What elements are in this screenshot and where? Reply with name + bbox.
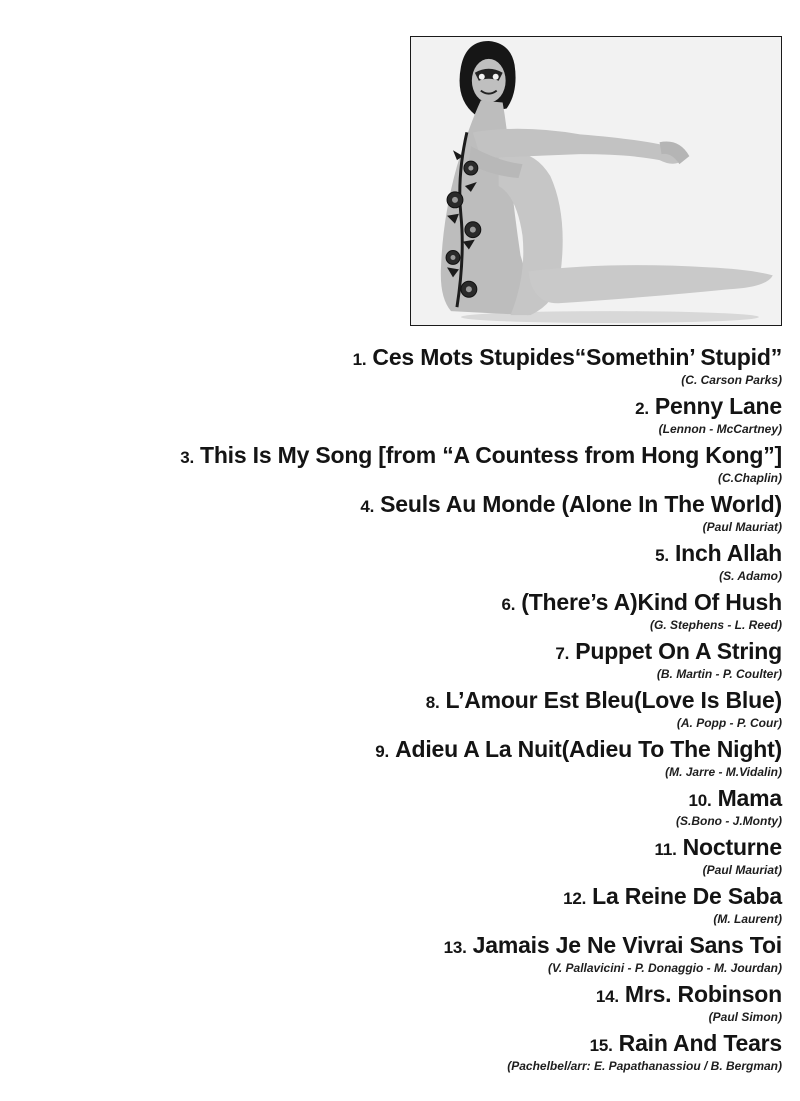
track-number: 10.	[688, 791, 712, 810]
track-number: 5.	[655, 546, 669, 565]
track-number: 9.	[375, 742, 390, 761]
track-credit: (Paul Simon)	[708, 1010, 782, 1024]
track-number: 8.	[425, 693, 440, 712]
track-title-line	[0, 687, 782, 716]
track-title-line	[0, 1030, 782, 1059]
track-title-line	[0, 589, 782, 618]
track-list	[0, 340, 782, 1075]
track-title-line	[0, 491, 782, 520]
track-credit: (C. Carson Parks)	[681, 373, 782, 387]
track-number: 3.	[180, 448, 194, 467]
track-item	[0, 1026, 782, 1075]
track-item	[0, 928, 782, 977]
track-credit: (B. Martin - P. Coulter)	[656, 667, 782, 681]
track-credit: (S. Adamo)	[719, 569, 782, 583]
track-item	[0, 487, 782, 536]
track-title-line	[0, 883, 782, 912]
track-title: Penny Lane	[654, 393, 782, 419]
track-item	[0, 683, 782, 732]
track-item	[0, 977, 782, 1026]
track-credit: (Lennon - McCartney)	[658, 422, 782, 436]
track-credit: (A. Popp - P. Cour)	[676, 716, 782, 730]
track-item	[0, 732, 782, 781]
track-number: 7.	[555, 644, 570, 663]
track-title: Mama	[717, 785, 782, 811]
track-credit: (C.Chaplin)	[718, 471, 782, 485]
track-item	[0, 389, 782, 438]
track-title-line	[0, 981, 782, 1010]
track-item	[0, 830, 782, 879]
track-title: Ces Mots Stupides“Somethin’ Stupid”	[372, 344, 782, 370]
track-credit: (M. Jarre - M.Vidalin)	[665, 765, 782, 779]
track-title: La Reine De Saba	[592, 883, 782, 909]
track-credit: (G. Stephens - L. Reed)	[649, 618, 782, 632]
track-item	[0, 781, 782, 830]
track-item	[0, 585, 782, 634]
track-title-line	[0, 834, 782, 863]
track-credit: (S.Bono - J.Monty)	[676, 814, 782, 828]
track-number: 12.	[563, 889, 587, 908]
track-number: 2.	[635, 399, 649, 418]
track-number: 4.	[360, 497, 375, 516]
track-title: (There’s A)Kind Of Hush	[521, 589, 782, 615]
track-title-line	[0, 540, 782, 569]
track-title: Rain And Tears	[618, 1030, 782, 1056]
track-credit: (Pachelbel/arr: E. Papathanassiou / B. Bergman)	[507, 1059, 782, 1073]
track-title: L’Amour Est Bleu(Love Is Blue)	[445, 687, 782, 713]
track-number: 6.	[501, 595, 516, 614]
figure-illustration	[411, 37, 781, 325]
track-credit: (Paul Mauriat)	[702, 520, 782, 534]
track-item	[0, 536, 782, 585]
track-title: Inch Allah	[674, 540, 782, 566]
track-number: 1.	[352, 350, 367, 369]
track-title: This Is My Song [from “A Countess from Hong Kong”]	[199, 442, 782, 468]
track-title-line	[0, 932, 782, 961]
track-item	[0, 634, 782, 683]
track-item	[0, 879, 782, 928]
track-title-line	[0, 344, 782, 373]
track-number: 13.	[443, 938, 467, 957]
track-title-line	[0, 393, 782, 422]
track-number: 14.	[595, 987, 619, 1006]
track-number: 11.	[654, 840, 677, 859]
track-title: Jamais Je Ne Vivrai Sans Toi	[472, 932, 782, 958]
track-title: Mrs. Robinson	[624, 981, 782, 1007]
track-credit: (Paul Mauriat)	[702, 863, 782, 877]
track-item	[0, 340, 782, 389]
track-title-line	[0, 442, 782, 471]
track-item	[0, 438, 782, 487]
track-credit: (M. Laurent)	[713, 912, 782, 926]
track-title-line	[0, 785, 782, 814]
track-title: Adieu A La Nuit(Adieu To The Night)	[395, 736, 782, 762]
track-title: Nocturne	[682, 834, 782, 860]
track-credit: (V. Pallavicini - P. Donaggio - M. Jourdan)	[547, 961, 782, 975]
cover-photo	[410, 36, 782, 326]
track-title: Seuls Au Monde (Alone In The World)	[380, 491, 782, 517]
track-title: Puppet On A String	[575, 638, 782, 664]
track-title-line	[0, 638, 782, 667]
track-title-line	[0, 736, 782, 765]
track-number: 15.	[589, 1036, 613, 1055]
